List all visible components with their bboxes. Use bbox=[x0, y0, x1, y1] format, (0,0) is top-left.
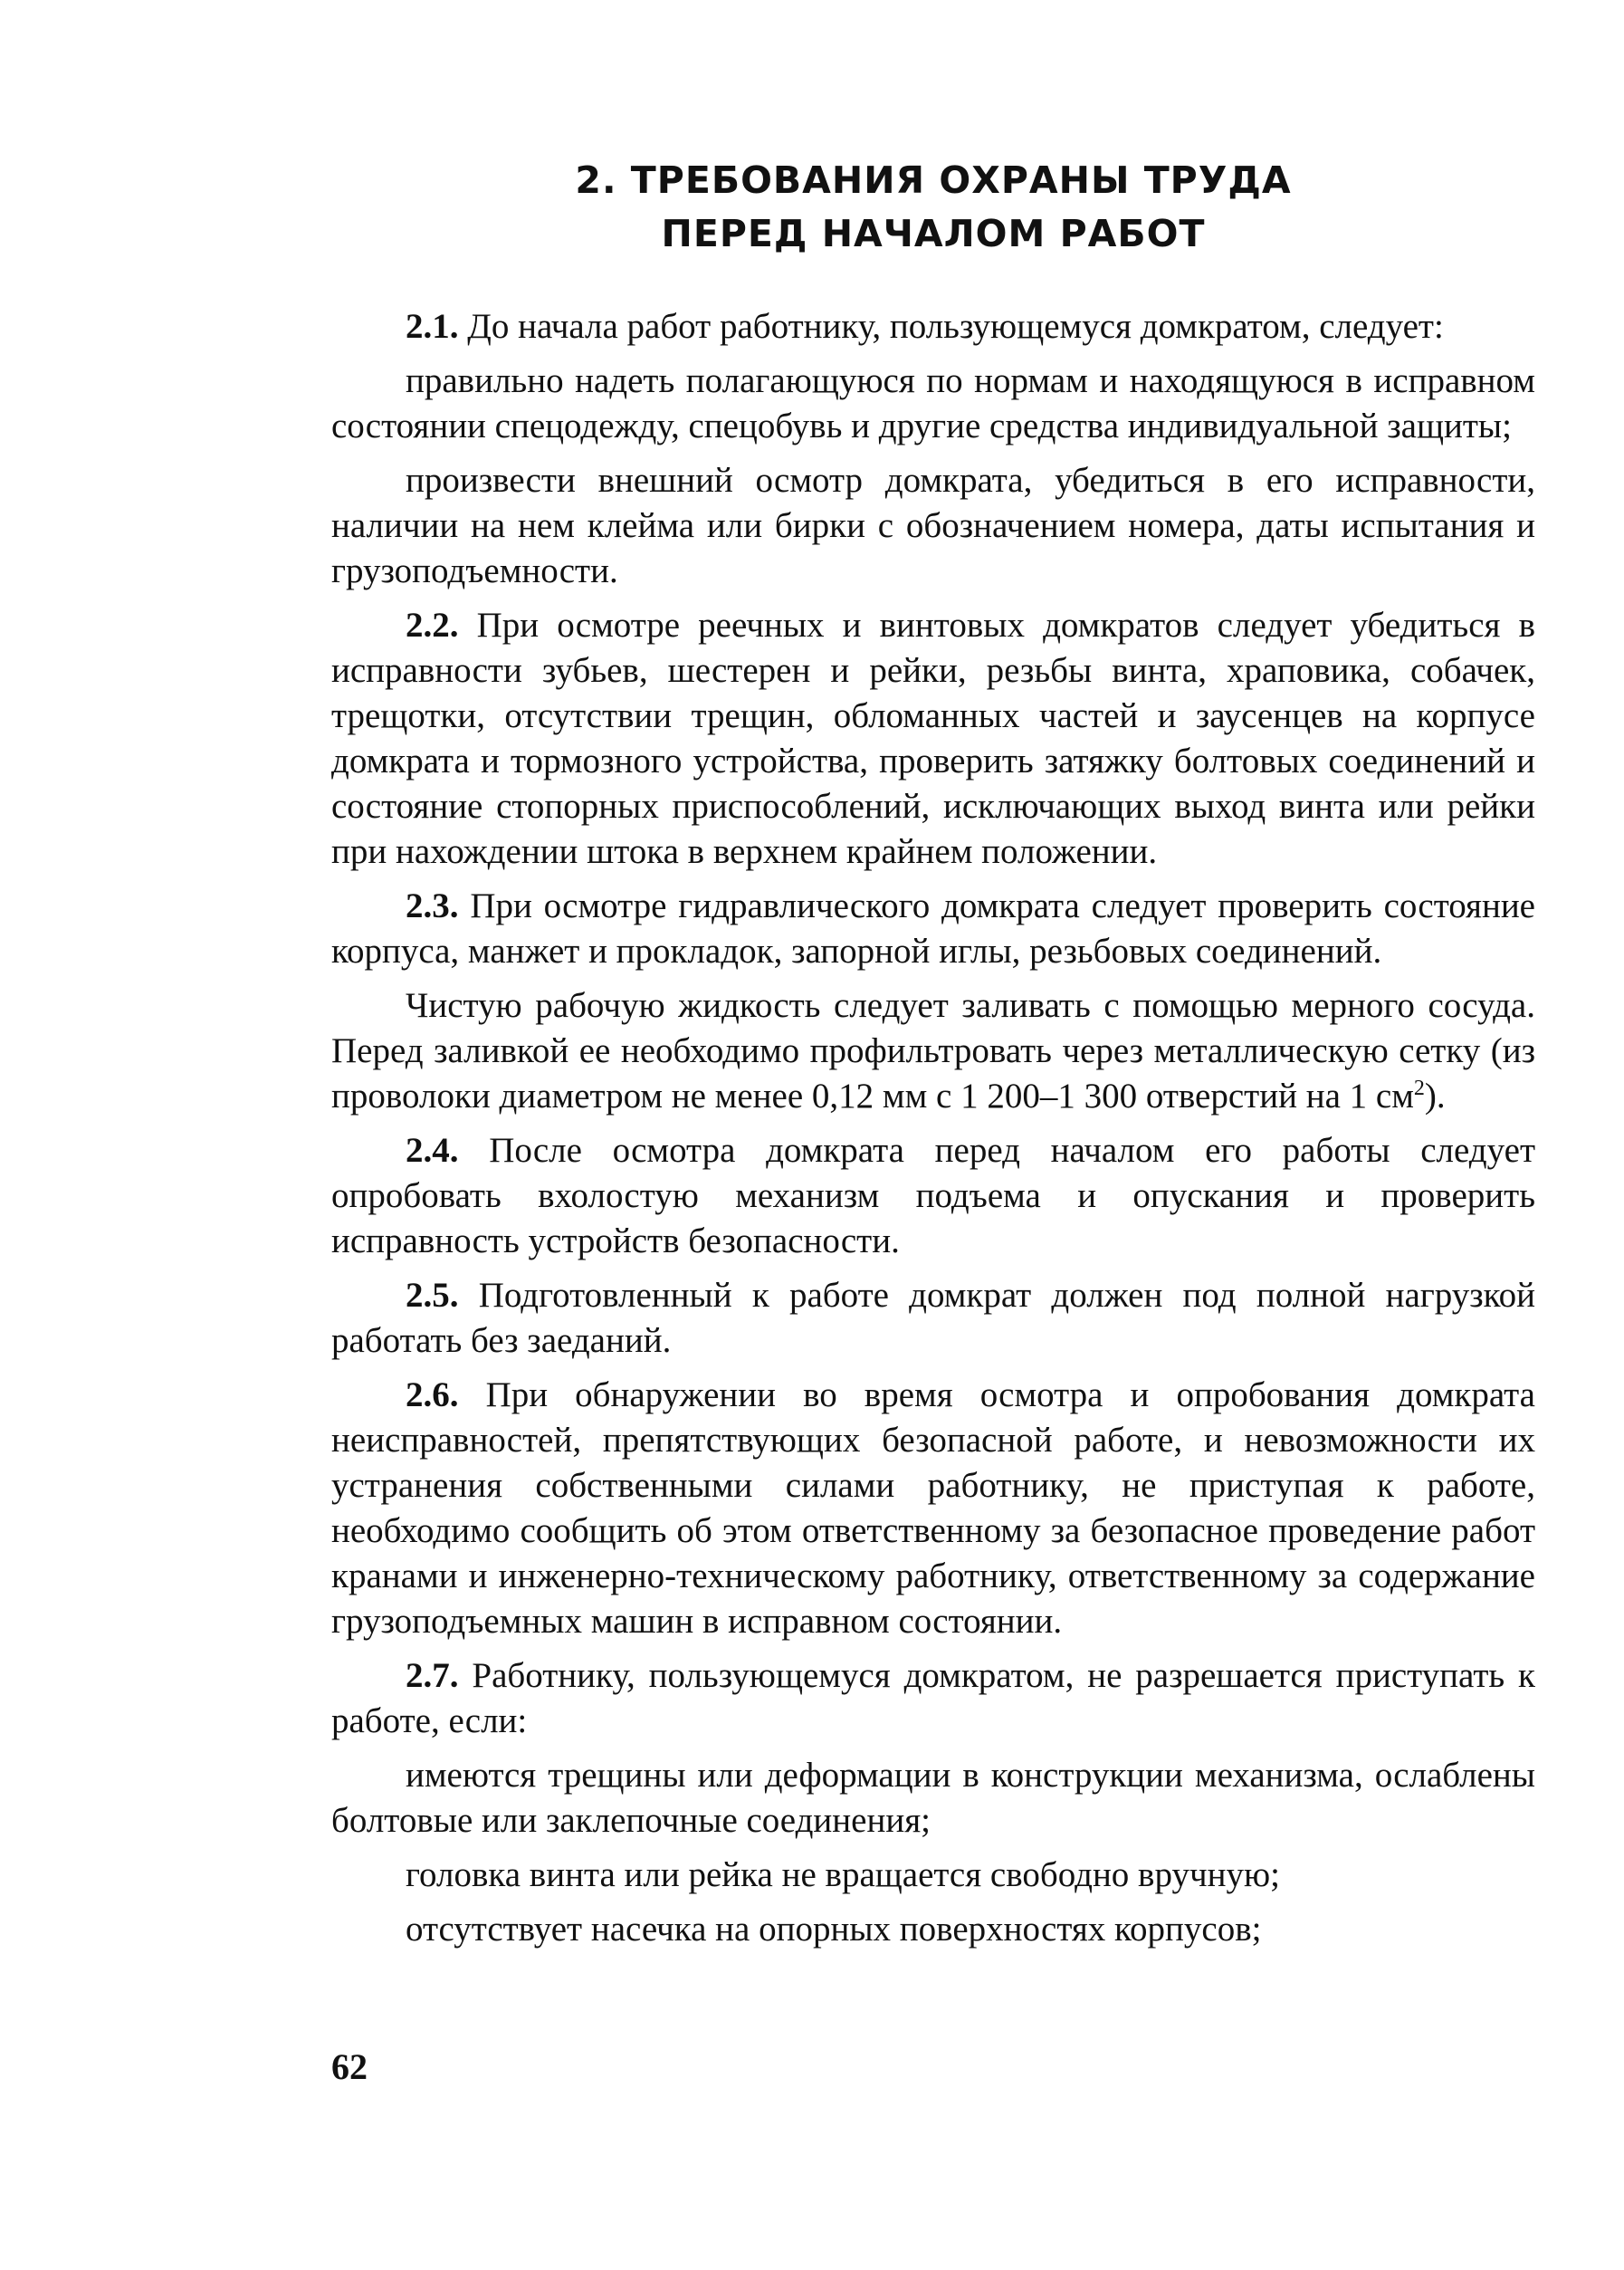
paragraph-text: При осмотре гидравлического домкрата следует проверить состояние корпуса, манжет и прокладок, запорной иглы, резьбовых соединений. bbox=[331, 886, 1535, 971]
superscript: 2 bbox=[1413, 1077, 1425, 1100]
paragraph-2-5 bbox=[331, 1273, 1535, 1364]
paragraph-2-3 bbox=[331, 884, 1535, 974]
clause-number: 2.7. bbox=[406, 1656, 459, 1695]
paragraph-2-7-a: имеются трещины или деформации в конструкции механизма, ослаблены болтовые или заклепочные соединения; bbox=[331, 1756, 1535, 1840]
clause-number: 2.4. bbox=[406, 1131, 459, 1170]
paragraph-2-1 bbox=[331, 304, 1535, 350]
clause-number: 2.5. bbox=[406, 1276, 459, 1315]
clause-number: 2.1. bbox=[406, 307, 459, 346]
paragraph-2-1-b: произвести внешний осмотр домкрата, убедиться в его исправности, наличии на нем клейма или бирки с обозначением номера, даты испытания и грузоподъемности. bbox=[331, 461, 1535, 590]
document-body bbox=[331, 304, 1535, 1952]
paragraph-text: Подготовленный к работе домкрат должен под полной нагрузкой работать без заеданий. bbox=[331, 1276, 1535, 1360]
paragraph-2-7-b: головка винта или рейка не вращается свободно вручную; bbox=[406, 1855, 1280, 1894]
heading-line-2: ПЕРЕД НАЧАЛОМ РАБОТ bbox=[661, 212, 1206, 255]
paragraph-2-4 bbox=[331, 1128, 1535, 1264]
paragraph-text: До начала работ работнику, пользующемуся домкратом, следует: bbox=[458, 307, 1444, 346]
paragraph-text: При обнаружении во время осмотра и опробования домкрата неисправностей, препятствующих безопасной работе, и невозможности их устранения собственными силами работнику, не приступая к работе, необходимо сообщить об этом ответственному за безопасное проведение работ кранами и инженерно-техническому работнику, ответственному за содержание грузоподъемных машин в исправном состоянии. bbox=[331, 1375, 1535, 1641]
paragraph-2-7 bbox=[331, 1653, 1535, 1744]
paragraph-2-1-a: правильно надеть полагающуюся по нормам и находящуюся в исправном состоянии спецодежду, спецобувь и другие средства индивидуальной защиты; bbox=[331, 361, 1535, 445]
section-heading bbox=[331, 154, 1535, 261]
paragraph-text: Работнику, пользующемуся домкратом, не разрешается приступать к работе, если: bbox=[331, 1656, 1535, 1740]
paragraph-2-3-b bbox=[331, 983, 1535, 1119]
paragraph-text: После осмотра домкрата перед началом его работы следует опробовать вхолостую механизм подъема и опускания и проверить исправность устройств безопасности. bbox=[331, 1131, 1535, 1260]
page-number: 62 bbox=[331, 2046, 368, 2087]
paragraph-text: Чистую рабочую жидкость следует заливать с помощью мерного сосуда. Перед заливкой ее необходимо профильтровать через металлическую сетку (из проволоки диаметром не менее 0,12 мм с 1 200–1 300 отверстий на 1 см bbox=[331, 986, 1535, 1116]
clause-number: 2.6. bbox=[406, 1375, 459, 1414]
paragraph-text: ). bbox=[1424, 1077, 1446, 1116]
clause-number: 2.2. bbox=[406, 606, 459, 645]
paragraph-2-7-c: отсутствует насечка на опорных поверхностях корпусов; bbox=[406, 1910, 1262, 1949]
clause-number: 2.3. bbox=[406, 886, 459, 925]
document-page bbox=[331, 136, 1535, 1961]
paragraph-text: При осмотре реечных и винтовых домкратов следует убедиться в исправности зубьев, шестерен и рейки, резьбы винта, храповика, собачек, трещотки, отсутствии трещин, обломанных частей и заусенцев на корпусе домкрата и тормозного устройства, проверить затяжку болтовых соединений и состояние стопорных приспособлений, исключающих выход винта или рейки при нахождении штока в верхнем крайнем положении. bbox=[331, 606, 1535, 871]
heading-line-1: 2. ТРЕБОВАНИЯ ОХРАНЫ ТРУДА bbox=[575, 158, 1292, 202]
paragraph-2-2 bbox=[331, 603, 1535, 875]
paragraph-2-6 bbox=[331, 1373, 1535, 1644]
